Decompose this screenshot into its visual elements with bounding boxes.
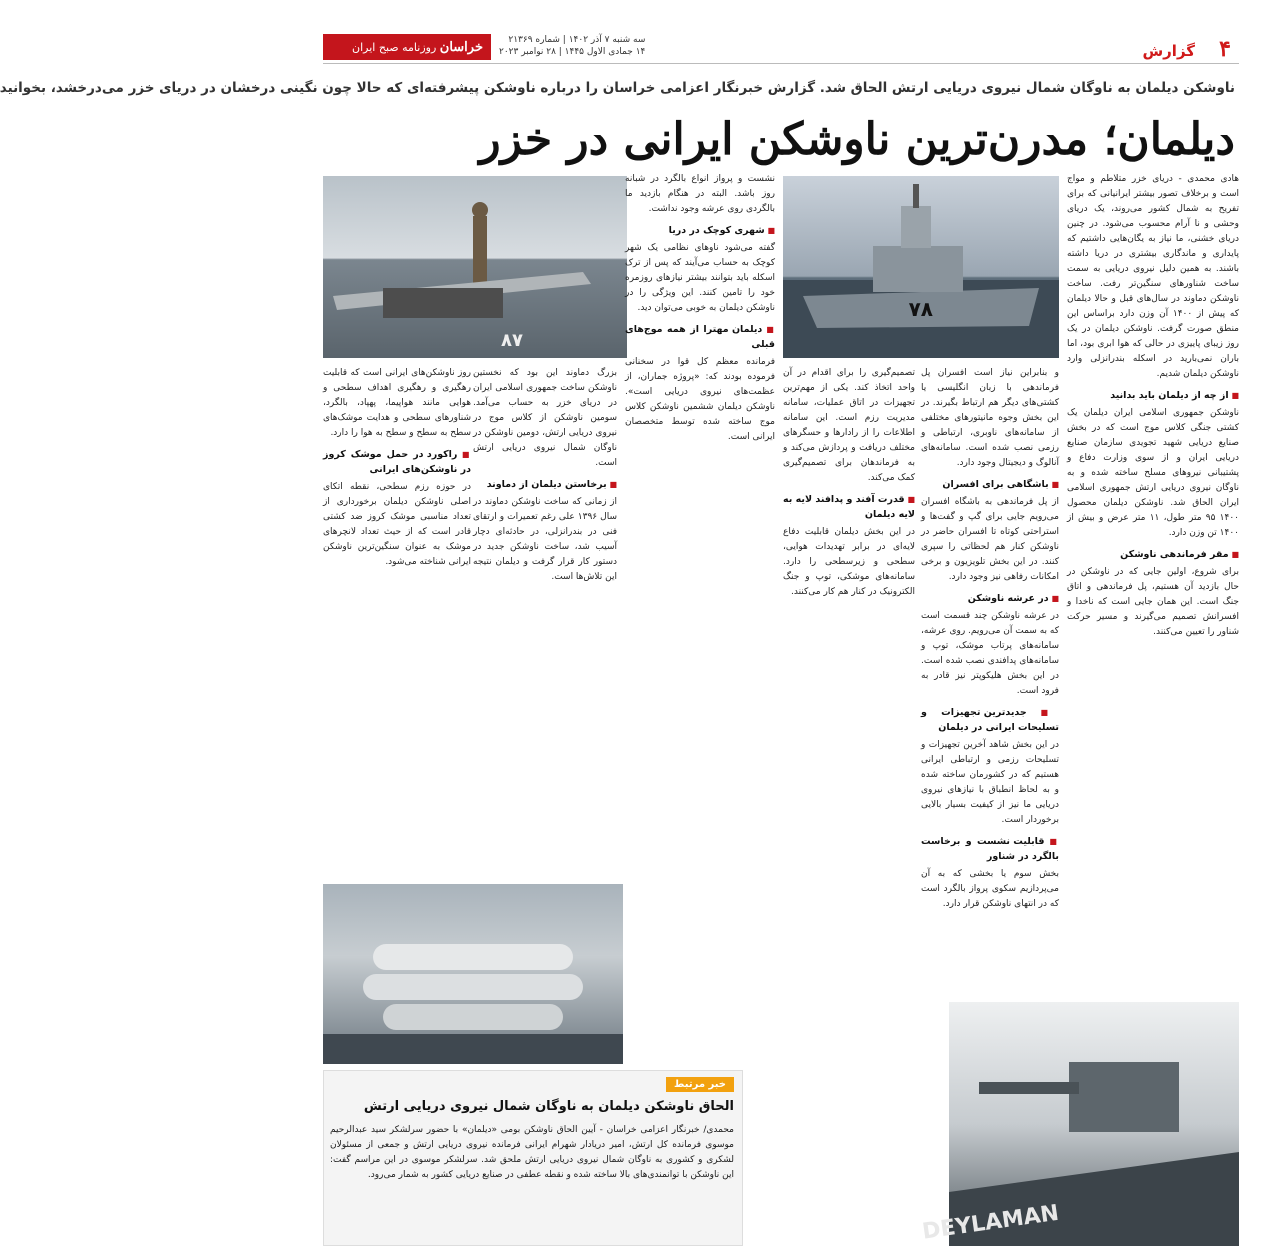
section-title: گزارش <box>1142 42 1195 60</box>
subheading: ■ شهری کوچک در دریا <box>625 223 775 238</box>
paragraph: بخش سوم یا بخشی که به آن می‌پردازیم سکوی پرواز بالگرد است که در انتهای ناوشکن قرار دارد. <box>921 869 1059 909</box>
paragraph: در این بخش شاهد آخرین تجهیزات و تسلیحات رزمی و ارتباطی ایرانی هستیم که در کشورمان ساخته شده و به لحاظ انطباق با نیازهای نیروی دریایی ما نیز از کیفیت بسیار بالایی برخوردار است. <box>921 740 1059 825</box>
subheading: ■ دیلمان مهترا از همه موج‌های قبلی <box>625 322 775 352</box>
column-3 <box>783 366 915 1246</box>
paragraph: نشست و پرواز انواع بالگرد در شبانه روز باشد. البته در هنگام بازدید ما بالگردی روی عرشه وجود نداشت. <box>625 174 775 214</box>
date-line: سه شنبه ۷ آذر ۱۴۰۲ | شماره ۲۱۳۶۹ <box>508 35 646 45</box>
paragraph: برای شروع، اولین جایی که در ناوشکن در حال بازدید آن هستیم، پل فرماندهی و اتاق جنگ است. این همان جایی است که ناخدا و افسرانش تصمیم می‌گیرند و مسیر حرکت شناور را تعیین می‌کنند. <box>1067 567 1239 637</box>
subheading: ■ برخاستن دیلمان از دماوند <box>473 477 617 492</box>
related-tag: خبر مرتبط <box>666 1077 734 1092</box>
masthead <box>323 34 491 60</box>
paragraph: گفته می‌شود ناوهای نظامی یک شهر کوچک به حساب می‌آیند که پس از ترک اسکله باید بتوانند بیشتر نیازهای روزمره خود را تامین کنند. این ویژگی را در ناوشکن دیلمان به خوبی می‌توان دید. <box>625 243 775 313</box>
torpedo-launcher-illustration <box>323 884 623 1064</box>
column-6 <box>323 366 471 878</box>
subheading: ■ راکورد در حمل موشک کروز در ناوشکن‌های ایرانی <box>323 447 471 477</box>
column-5 <box>473 366 617 878</box>
date-line: ۱۴ جمادی الاول ۱۴۴۵ | ۲۸ نوامبر ۲۰۲۳ <box>499 47 646 57</box>
warship-illustration <box>783 176 1059 358</box>
subheading: ■ جدیدترین تجهیزات و تسلیحات ایرانی در دیلمان <box>921 705 1059 735</box>
masthead-sub: روزنامه صبح ایران <box>352 41 437 54</box>
ship-photo <box>783 176 1059 358</box>
ship-name-text: DEYLAMAN <box>920 1200 1061 1245</box>
hull-number: ۸۷ <box>501 330 523 351</box>
related-news-box <box>323 1070 743 1246</box>
paragraph: هادی محمدی - دریای خزر متلاطم و مواج است و برخلاف تصور بیشتر ایرانیانی که برای تفریح به شمال کشور می‌روند، یک دریای وحشی و نا آرام محسوب می‌شود. در چنین دریای خشنی، ما نیاز به یگان‌هایی داشتیم که پایداری و ماندگاری بیشتری در دریا داشته باشند. به همین دلیل نیروی دریایی به سمت ساخت شناورهای سنگین‌تر رفت. ساخت ناوشکن دماوند در سال‌های قبل و حالا دیلمان که پیش از ۱۴۰۰ آن وزن دارد براساس این منطق صورت گرفت. ناوشکن دیلمان در یک روز زیبای پاییزی در حالی که هوا ابری بود، اما باران نمی‌بارید در اسکله بندرانزلی وارد ناوشکن دیلمان شدیم. <box>1067 174 1239 379</box>
hull-number: ۷۸ <box>908 297 933 321</box>
column-1 <box>1067 172 1239 998</box>
paragraph: تصمیم‌گیری را برای اقدام در آن واحد اتخاذ کند. یکی از مهم‌ترین تجهیزات در اتاق عملیات، سامانه مدیریت رزم است. این سامانه اطلاعات را از رادارها و حسگرهای مختلف دریافت و پردازش می‌کند و به فرماندهان برای تصمیم‌گیری کمک می‌کند. <box>783 368 915 483</box>
subheading: ■ قدرت آفند و پدافند لایه به لایه دیلمان <box>783 492 915 522</box>
subheading: ■ مقر فرماندهی ناوشکن <box>1067 547 1239 562</box>
paragraph: فرمانده معظم کل قوا در سخنانی فرموده بودند که: «پروژه جماران، از عظمت‌های نیروی دریایی است». ناوشکن دیلمان ششمین ناوشکن کلاس موج ساخته شده توسط متخصصان ایرانی است. <box>625 357 775 442</box>
paragraph: در این بخش دیلمان قابلیت دفاع لایه‌ای در برابر تهدیدات هوایی، سطحی و زیرسطحی را دارد. سامانه‌های موشکی، توپ و جنگ الکترونیک در کنار هم کار می‌کنند. <box>783 527 915 597</box>
paragraph: روز ناوشکن‌های ایرانی است که قابلیت رهگیری و رهگیری اهداف سطحی و هوایی مانند هواپیما، پهپاد، بالگرد، شناورهای سطحی و هدایت موشک‌های سطح به سطح و سطح به هوا را دارد. <box>323 368 471 438</box>
column-2 <box>921 366 1059 1246</box>
related-body: محمدی/ خبرنگار اعزامی خراسان - آیین الحاق ناوشکن بومی «دیلمان» با حضور سرلشکر سید عبدالرحیم موسوی فرمانده کل ارتش، امیر دریادار شهرام ایرانی فرمانده نیروی دریایی ارتش و جمعی از مسئولان لشکری و کشوری به ناوگان شمال نیروی دریایی ارتش ملحق شد. سرلشکر موسوی در این مراسم گفت: این ناوشکن با توانمندی‌های بالا ساخته شده و نقطه عطفی در صنایع دریایی کشور به شمار می‌رود. <box>330 1125 734 1180</box>
missile-launcher-illustration <box>323 176 627 358</box>
missile-photo <box>323 176 627 358</box>
column-4 <box>625 172 775 1062</box>
masthead-brand: خراسان <box>439 40 483 55</box>
lead-text: ناوشکن دیلمان به ناوگان شمال نیروی دریایی ارتش الحاق شد. گزارش خبرنگار اعزامی خراسان را درباره ناوشکن پیشرفته‌ای که حالا چون نگینی درخشان در دریای خزر می‌درخشد، بخوانید <box>0 80 1235 96</box>
paragraph: در عرشه ناوشکن چند قسمت است که به سمت آن می‌رویم. روی عرشه، سامانه‌های پرتاب موشک، توپ و سامانه‌های پدافندی نصب شده است. در این بخش هلیکوپتر نیز قادر به فرود است. <box>920 611 1059 696</box>
torpedo-photo <box>323 884 623 1064</box>
paragraph: ناوشکن جمهوری اسلامی ایران دیلمان یک کشتی جنگی کلاس موج است که در بخش صنایع دریایی شهید تجویدی سازمان صنایع دریایی ایران و از سوی وزارت دفاع و پشتیبانی نیروهای مسلح ساخته شده و به ناوگان نیروی دریایی ارتش جمهوری اسلامی ایران الحاق شد. ناوشکن دیلمان محصول ۱۴۰۰ ۹۵ متر طول، ۱۱ متر عرض و بیش از ۱۴۰۰ تن وزن دارد. <box>1067 408 1239 538</box>
paragraph: از پل فرماندهی به باشگاه افسران می‌رویم جایی برای گپ و گفت‌ها و استراحتی کوتاه تا افسران حاضر در ناوشکن کنار هم لحظاتی را سپری کنند. در این بخش تلویزیون و برخی امکانات رفاهی نیز وجود دارد. <box>921 497 1059 582</box>
subheading: ■ از چه از دیلمان باید بدانید <box>1067 388 1239 403</box>
subheading: ■ باشگاهی برای افسران <box>921 477 1059 492</box>
headline: دیلمان؛ مدرن‌ترین ناوشکن ایرانی در خزر <box>479 114 1235 165</box>
paragraph: بزرگ دماوند این بود که نخستین ناوشکن ساخت جمهوری اسلامی ایران در دریای خزر به حساب می‌آمد. سومین ناوشکن از کلاس موج در نیروی دریایی ارتش، دومین ناوشکن در ناوگان شمال نیروی دریایی ارتش است. <box>473 368 617 468</box>
subheading: ■ قابلیت نشست و برخاست بالگرد در شناور <box>921 834 1059 864</box>
related-title: الحاق ناوشکن دیلمان به ناوگان شمال نیروی دریایی ارتش <box>363 1099 734 1114</box>
page-number: ۴ <box>1219 36 1231 62</box>
paragraph: و بنابراین نیاز است افسران پل فرماندهی با زبان انگلیسی یا کشتی‌های دیگر هم ارتباط بگیرند. در این بخش وجوه مانیتورهای مختلفی از سامانه‌های ناوبری، ارتباطی و رزمی نصب شده است. سامانه‌های آنالوگ و دیجیتال وجود دارد. <box>921 368 1059 468</box>
paragraph: از زمانی که ساخت ناوشکن دماوند در سال ۱۳۹۶ علی رغم تعمیرات و ارتقای فنی در بندرانزلی، در حادثه‌ای دچار آسیب شد، ساخت ناوشکن جدید در دستور کار قرار گرفت و دیلمان نتیجه این تلاش‌ها است. <box>473 497 617 582</box>
page-header <box>323 30 1239 64</box>
date-block <box>499 34 645 58</box>
paragraph: در حوزه رزم سطحی، نقطه اتکای اصلی ناوشکن دیلمان برخورداری از تعداد مناسبی موشک کروز ضد کشتی قادر است که از حیث تعداد لانچرهای موشک به عنوان سنگین‌ترین ناوشکن ایرانی شناخته می‌شود. <box>323 482 471 567</box>
subheading: ■ در عرشه ناوشکن <box>921 591 1059 606</box>
